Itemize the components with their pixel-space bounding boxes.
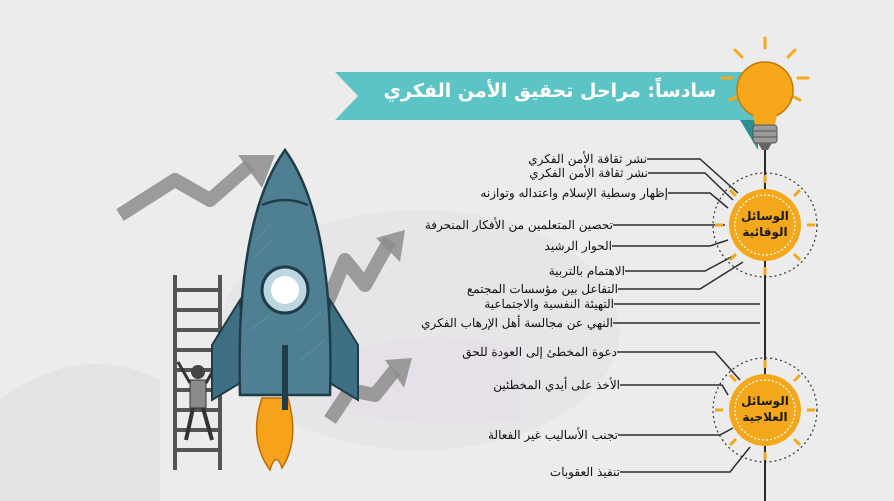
preventive-item: الاهتمام بالتربية — [548, 264, 625, 278]
preventive-item: التفاعل بين مؤسسات المجتمع — [466, 282, 618, 296]
remedial-item: تجنب الأساليب غير الفعالة — [488, 428, 618, 442]
remedial-item: الأخذ على أيدي المخطئين — [493, 378, 620, 392]
preventive-item: نشر ثقافة الأمن الفكري — [528, 152, 647, 166]
preventive-item: إظهار وسطية الإسلام واعتداله وتوازنه — [480, 186, 668, 200]
growth-arrow-icon — [120, 165, 250, 215]
preventive-label-line1: الوسائل — [741, 209, 789, 223]
remedial-item: دعوة المخطئ إلى العودة للحق — [462, 345, 617, 359]
remedial-label — [730, 393, 800, 425]
remedial-label-line2: العلاجية — [742, 410, 788, 424]
preventive-label — [730, 208, 800, 240]
slide-title: سادساً: مراحل تحقيق الأمن الفكري — [383, 80, 717, 102]
preventive-item: الحوار الرشيد — [544, 239, 612, 253]
remedial-label-line1: الوسائل — [741, 394, 789, 408]
remedial-item: تنفيذ العقوبات — [549, 465, 620, 479]
preventive-item: نشر ثقافة الأمن الفكري — [529, 166, 648, 180]
preventive-item: تحصين المتعلمين من الأفكار المنحرفة — [424, 218, 613, 232]
preventive-item: النهي عن مجالسة أهل الإرهاب الفكري — [421, 316, 613, 330]
preventive-item: التهيئة النفسية والاجتماعية — [484, 297, 614, 311]
preventive-label-line2: الوقائية — [742, 225, 788, 239]
